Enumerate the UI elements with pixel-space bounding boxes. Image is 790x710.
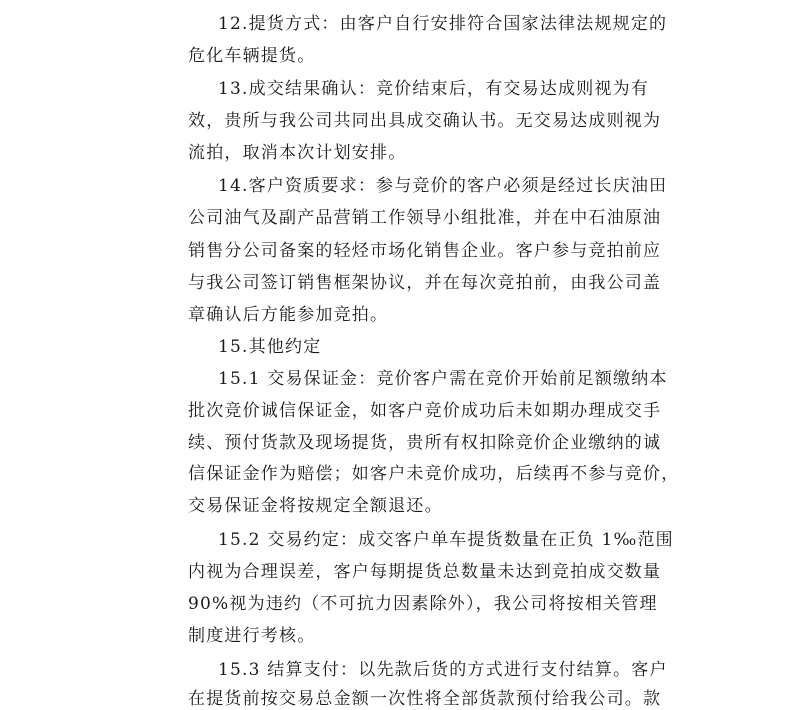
text-line: 公司油气及副产品营销工作领导小组批准，并在中石油原油 (188, 208, 662, 228)
text-line: 交易保证金将按规定全额退还。 (188, 496, 443, 516)
text-line-clause-15-3: 15.3 结算支付：以先款后货的方式进行支付结算。客户 (218, 660, 668, 680)
text-line-clause-14: 14.客户资质要求：参与竞价的客户必须是经过长庆油田 (218, 176, 668, 196)
text-line: 信保证金作为赔偿；如客户未竞价成功，后续再不参与竞价， (188, 464, 680, 484)
section-heading-15: 15.其他约定 (218, 337, 322, 357)
text-line: 续、预付货款及现场提货，贵所有权扣除竞价企业缴纳的诚 (188, 433, 662, 453)
text-line: 章确认后方能参加竞拍。 (188, 305, 389, 325)
text-line: 效，贵所与我公司共同出具成交确认书。无交易达成则视为 (188, 111, 662, 131)
text-line-clause-13: 13.成交结果确认：竞价结束后，有交易达成则视为有 (218, 79, 650, 99)
text-line: 制度进行考核。 (188, 626, 316, 646)
text-line-clause-15-1: 15.1 交易保证金：竞价客户需在竞价开始前足额缴纳本 (218, 369, 668, 389)
text-line: 90%视为违约（不可抗力因素除外），我公司将按相关管理 (188, 594, 658, 614)
text-line: 批次竞价诚信保证金，如客户竞价成功后未如期办理成交手 (188, 401, 662, 421)
text-line: 危化车辆提货。 (188, 46, 316, 66)
text-line: 与我公司签订销售框架协议，并在每次竞拍前，由我公司盖 (188, 273, 662, 293)
text-line: 流拍，取消本次计划安排。 (188, 143, 407, 163)
text-line: 销售分公司备案的轻烃市场化销售企业。客户参与竞拍前应 (188, 241, 662, 261)
text-line-clause-15-2: 15.2 交易约定：成交客户单车提货数量在正负 1‰范围 (218, 530, 674, 550)
text-line: 在提货前按交易总金额一次性将全部货款预付给我公司。款 (188, 689, 662, 709)
text-line-clause-12: 12.提货方式：由客户自行安排符合国家法律法规规定的 (218, 14, 668, 34)
text-line: 内视为合理误差，客户每期提货总数量未达到竞拍成交数量 (188, 562, 662, 582)
